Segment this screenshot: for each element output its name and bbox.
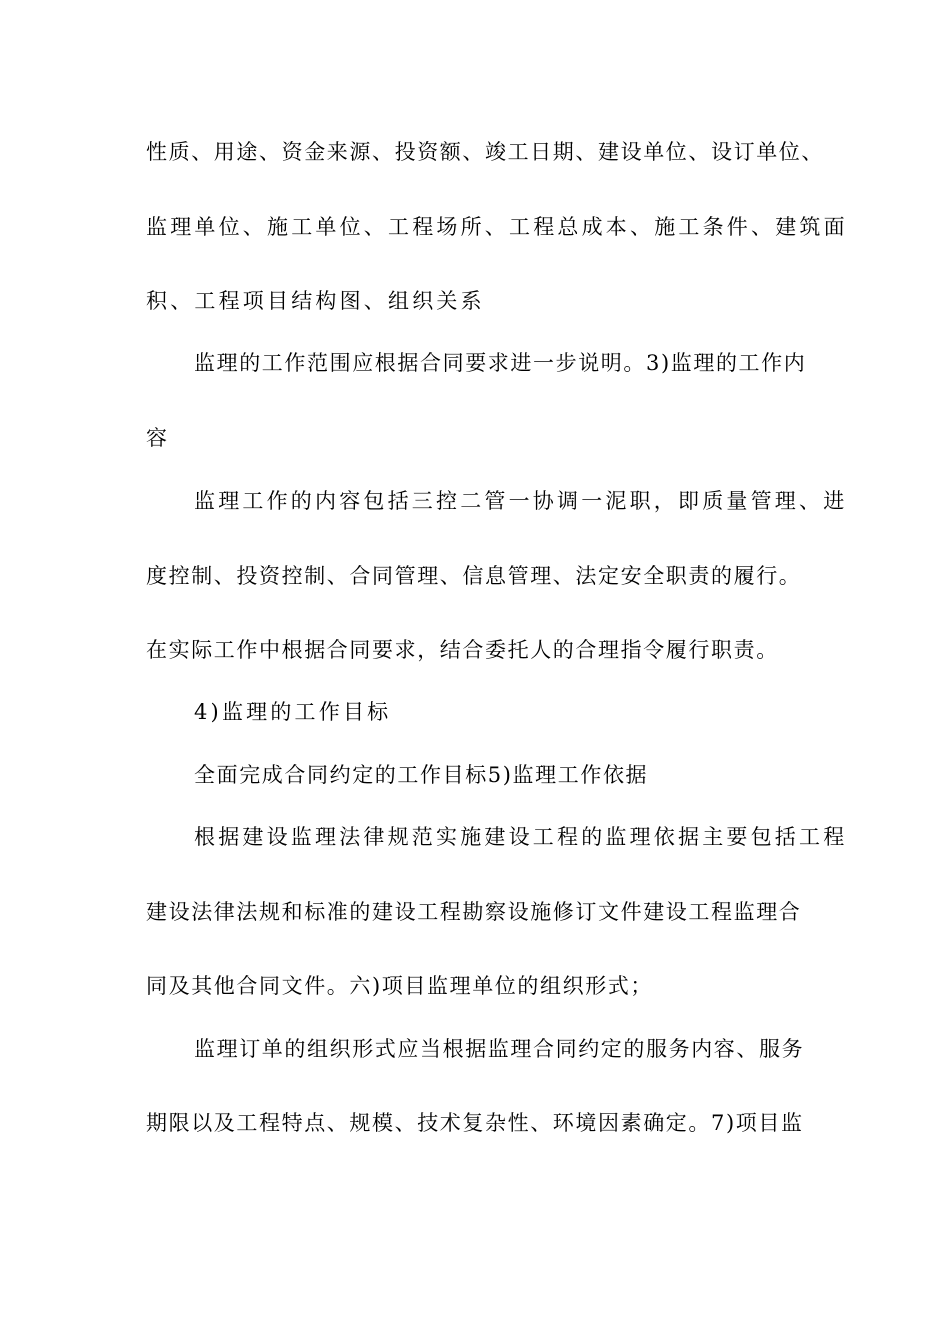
text-line: 根据建设监理法律规范实施建设工程的监理依据主要包括工程 bbox=[194, 825, 848, 849]
text-line: 4)监理的工作目标 bbox=[194, 700, 392, 724]
text-line: 建设法律法规和标准的建设工程勘察设施修订文件建设工程监理合 bbox=[146, 900, 802, 924]
text-line: 性质、用途、资金来源、投资额、竣工日期、建设单位、设订单位、 bbox=[146, 140, 824, 164]
text-line: 监理订单的组织形式应当根据监理合同约定的服务内容、服务 bbox=[194, 1037, 805, 1061]
text-line: 同及其他合同文件。六)项目监理单位的组织形式； bbox=[146, 974, 653, 998]
text-line: 在实际工作中根据合同要求，结合委托人的合理指令履行职责。 bbox=[146, 638, 779, 662]
text-line: 全面完成合同约定的工作目标5)监理工作依据 bbox=[194, 763, 649, 787]
text-line: 期限以及工程特点、规模、技术复杂性、环境因素确定。7)项目监 bbox=[146, 1111, 804, 1135]
text-line: 度控制、投资控制、合同管理、信息管理、法定安全职责的履行。 bbox=[146, 564, 802, 588]
text-line: 积、工程项目结构图、组织关系 bbox=[146, 289, 485, 313]
text-line: 监理的工作范围应根据合同要求进一步说明。3)监理的工作内 bbox=[194, 351, 807, 375]
text-line: 监理单位、施工单位、工程场所、工程总成本、施工条件、建筑面 bbox=[146, 215, 848, 239]
text-line: 容 bbox=[146, 426, 171, 450]
text-line: 监理工作的内容包括三控二管一协调一泥职，即质量管理、进 bbox=[194, 489, 848, 513]
